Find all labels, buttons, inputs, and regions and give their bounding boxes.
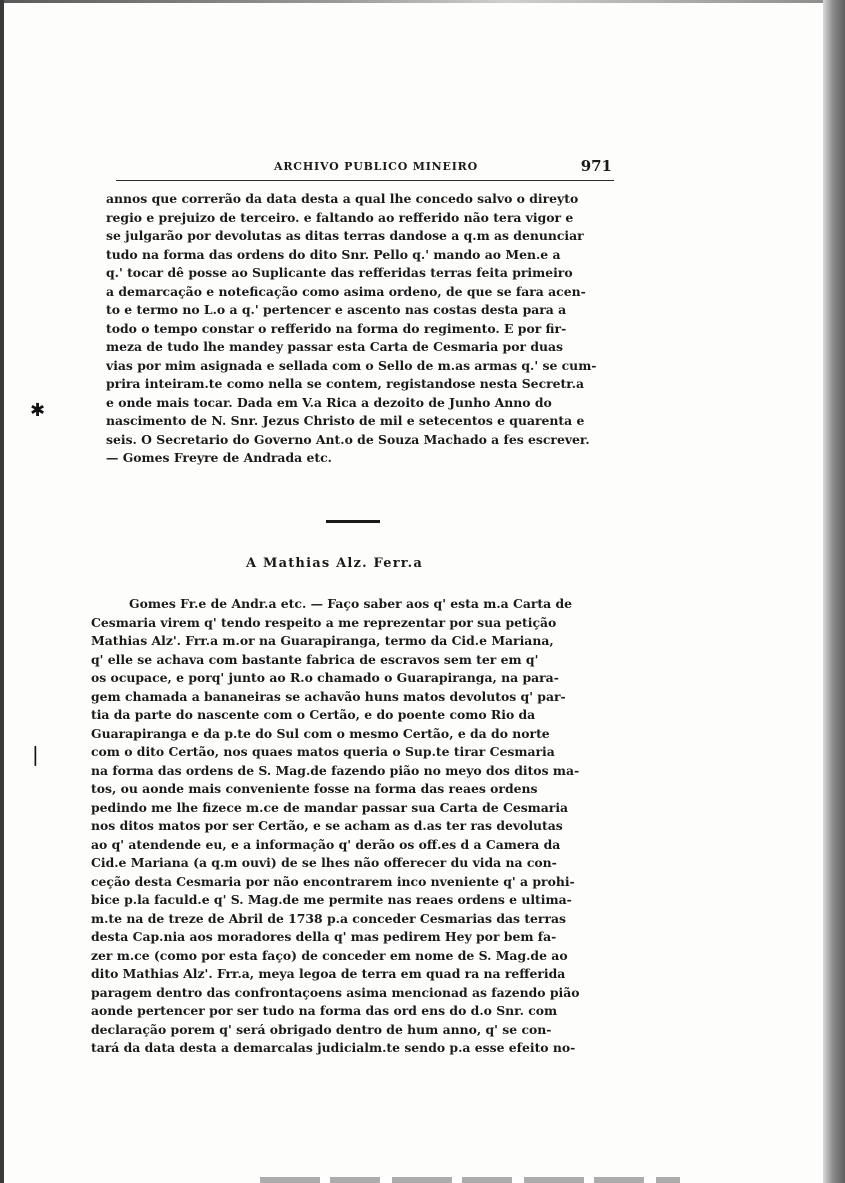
- text-line: ao q' atendende eu, e a informação q' derão os off.es d a Camera da: [91, 836, 561, 852]
- text-line: tudo na forma das ordens do dito Snr. Pello q.' mando ao Men.e a: [106, 246, 561, 262]
- scan-edge-top: [0, 0, 845, 3]
- text-line: com o dito Certão, nos quaes matos queria o Sup.te tirar Cesmaria: [91, 744, 555, 759]
- text-line: bice p.la faculd.e q' S. Mag.de me permite nas reaes ordens e ultima-: [91, 892, 572, 907]
- text-line: ceção desta Cesmaria por não encontrarem inco nveniente q' a prohi-: [91, 873, 575, 889]
- text-line: Gomes Fr.e de Andr.a etc. — Faço saber aos q' esta m.a Carta de: [129, 596, 573, 611]
- scan-edge-bottom: [260, 1177, 680, 1183]
- section-title: A Mathias Alz. Ferr.a: [246, 556, 423, 571]
- text-line: annos que correrão da data desta a qual lhe concedo salvo o direyto: [106, 191, 579, 206]
- text-line: tará da data desta a demarcalas judicialm.te sendo p.a esse efeito no-: [91, 1040, 576, 1055]
- text-line: na forma das ordens de S. Mag.de fazendo pião no meyo dos ditos ma-: [91, 762, 580, 778]
- text-line: se julgarão por devolutas as ditas terras dandose a q.m as denunciar: [106, 228, 584, 243]
- text-line: m.te na de treze de Abril de 1738 p.a conceder Cesmarias das terras: [91, 910, 566, 926]
- page-number: 971: [580, 157, 612, 175]
- text-line: dito Mathias Alz'. Frr.a, meya legoa de terra em quad ra na refferida: [91, 966, 566, 981]
- text-line: Mathias Alz'. Frr.a m.or na Guarapiranga, termo da Cid.e Mariana,: [91, 633, 554, 648]
- text-line: to e termo no L.o a q.' pertencer e ascento nas costas desta para a: [106, 302, 567, 317]
- margin-mark: ✱: [30, 400, 46, 421]
- header-title: ARCHIVO PUBLICO MINEIRO: [274, 160, 478, 173]
- text-line: zer m.ce (como por esta faço) de conceder em nome de S. Mag.de ao: [91, 947, 568, 963]
- text-line: tia da parte do nascente com o Certão, e do poente como Rio da: [91, 707, 536, 722]
- scan-edge-left: [0, 0, 4, 1183]
- text-line: — Gomes Freyre de Andrada etc.: [106, 450, 332, 465]
- text-line: todo o tempo constar o refferido na forma do regimento. E por fir-: [106, 320, 567, 336]
- text-line: nascimento de N. Snr. Jezus Christo de mil e setecentos e quarenta e: [106, 413, 585, 428]
- text-line: seis. O Secretario do Governo Ant.o de Souza Machado a fes escrever.: [106, 431, 590, 447]
- text-line: a demarcação e noteficação como asima ordeno, de que se fara acen-: [106, 283, 586, 299]
- text-line: tos, ou aonde mais conveniente fosse na forma das reaes ordens: [91, 781, 538, 796]
- text-line: desta Cap.nia aos moradores della q' mas pedirem Hey por bem fa-: [91, 929, 557, 944]
- margin-mark: ❘: [27, 742, 44, 766]
- text-line: q.' tocar dê posse ao Suplicante das refferidas terras feita primeiro: [106, 265, 573, 280]
- text-line: q' elle se achava com bastante fabrica de escravos sem ter em q': [91, 651, 539, 667]
- text-line: aonde pertencer por ser tudo na forma das ord ens do d.o Snr. com: [91, 1003, 558, 1018]
- text-line: declaração porem q' será obrigado dentro de hum anno, q' se con-: [91, 1021, 552, 1037]
- text-line: gem chamada a bananeiras se achavão huns matos devolutos q' par-: [91, 688, 566, 704]
- text-line: e onde mais tocar. Dada em V.a Rica a dezoito de Junho Anno do: [106, 394, 552, 410]
- scan-edge-right: [823, 0, 845, 1183]
- text-line: Cesmaria virem q' tendo respeito a me reprezentar por sua petição: [91, 614, 557, 630]
- text-line: Guarapiranga e da p.te do Sul com o mesmo Certão, e da do norte: [91, 725, 550, 741]
- text-line: prira inteiram.te como nella se contem, registandose nesta Secretr.a: [106, 376, 584, 391]
- section-divider: [326, 520, 380, 523]
- text-line: regio e prejuizo de terceiro. e faltando ao refferido não tera vigor e: [106, 209, 574, 225]
- body-paragraph: [91, 595, 599, 1058]
- text-line: paragem dentro das confrontaçoens asima mencionad as fazendo pião: [91, 984, 580, 1000]
- text-line: pedindo me lhe fizece m.ce de mandar passar sua Carta de Cesmaria: [91, 799, 569, 815]
- text-line: nos ditos matos por ser Certão, e se acham as d.as ter ras devolutas: [91, 818, 563, 833]
- running-header: [116, 158, 614, 181]
- text-line: Cid.e Mariana (a q.m ouvi) de se lhes não offerecer du vida na con-: [91, 855, 557, 870]
- text-line: vias por mim asignada e sellada com o Sello de m.as armas q.' se cum-: [106, 357, 597, 373]
- text-line: meza de tudo lhe mandey passar esta Carta de Cesmaria por duas: [106, 339, 563, 354]
- text-line: os ocupace, e porq' junto ao R.o chamado o Guarapiranga, na para-: [91, 670, 559, 685]
- continuation-paragraph: [106, 190, 612, 468]
